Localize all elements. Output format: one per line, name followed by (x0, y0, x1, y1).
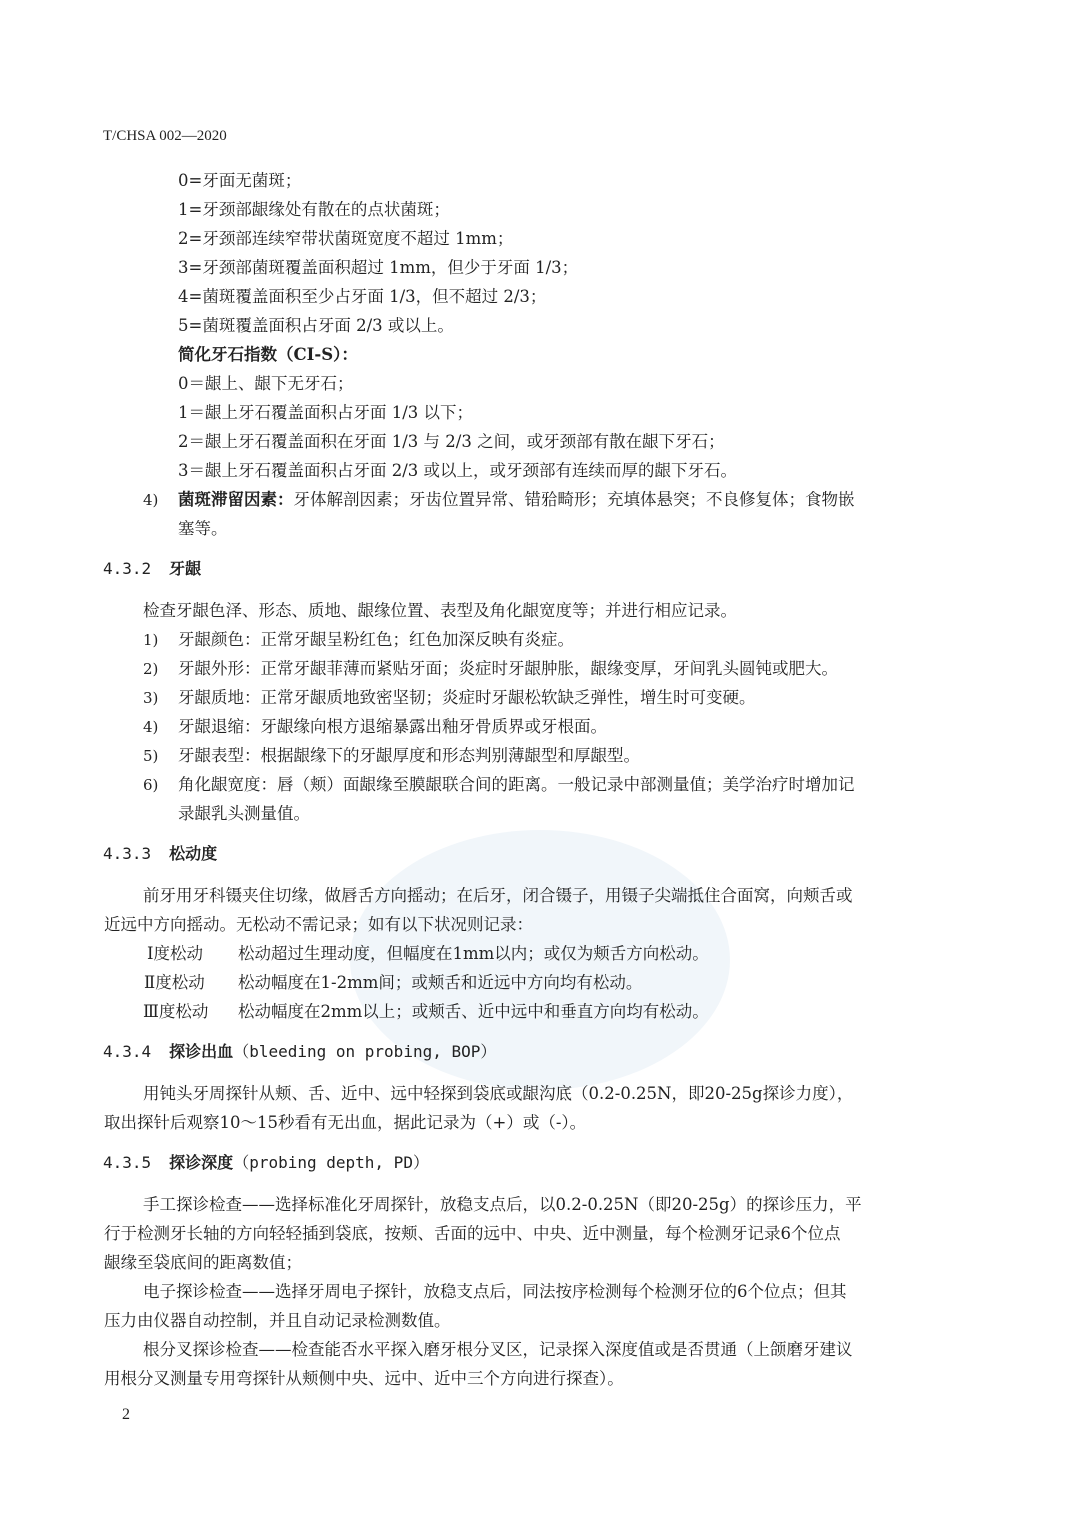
manual-probing-line: 龈缘至袋底间的距离数值； (104, 1253, 302, 1272)
plaque-score-2: 2=牙颈部连续窄带状菌斑宽度不超过 1mm； (178, 229, 514, 248)
section-number: 4.3.2 (103, 559, 152, 578)
mobility-grade-2-label: Ⅱ度松动 (144, 973, 205, 992)
gingiva-item-number: 5) (143, 747, 159, 765)
gingiva-item-texture: 牙龈质地：正常牙龈质地致密坚韧；炎症时牙龈松软缺乏弹性，增生时可变硬。 (178, 688, 756, 707)
gingiva-item-number: 3) (143, 689, 159, 707)
retention-text: 牙体解剖因素；牙齿位置异常、错𬌗畸形；充填体悬突；不良修复体；食物嵌 (293, 490, 855, 509)
mobility-grade-3-text: 松动幅度在2mm以上；或颊舌、近中远中和垂直方向均有松动。 (238, 1002, 709, 1021)
gingiva-item-recession: 牙龈退缩：牙龈缘向根方退缩暴露出釉牙骨质界或牙根面。 (178, 717, 607, 736)
mobility-grade-2-text: 松动幅度在1-2mm间；或颊舌和近远中方向均有松动。 (238, 973, 643, 992)
section-heading-4-3-5 (103, 1152, 429, 1174)
gingiva-item-keratinized-width-cont: 录龈乳头测量值。 (178, 804, 310, 823)
furcation-probing-line: 根分叉探诊检查——检查能否水平探入磨牙根分叉区，记录探入深度值或是否贯通（上颌磨牙建议 (143, 1340, 853, 1359)
calculus-score-3: 3＝龈上牙石覆盖面积占牙面 2/3 或以上，或牙颈部有连续而厚的龈下牙石。 (178, 461, 738, 480)
section-number: 4.3.5 (103, 1153, 152, 1172)
plaque-score-4: 4=菌斑覆盖面积至少占牙面 1/3，但不超过 2/3； (178, 287, 547, 306)
electronic-probing-line: 电子探诊检查——选择牙周电子探针，放稳支点后，同法按序检测每个检测牙位的6个位点；但其 (143, 1282, 847, 1301)
manual-probing-line: 行于检测牙长轴的方向轻轻插到袋底，按颊、舌面的远中、中央、近中测量，每个检测牙记录6个位点 (104, 1224, 841, 1243)
section-title: 松动度 (169, 844, 218, 863)
mobility-grade-3-label: Ⅲ度松动 (143, 1002, 209, 1021)
bop-paragraph-line: 取出探针后观察10～15秒看有无出血，据此记录为（+）或（-）。 (104, 1113, 587, 1132)
document-code: T/CHSA 002—2020 (103, 128, 227, 144)
mobility-grade-1-label: Ⅰ度松动 (147, 944, 204, 963)
mobility-grade-1-text: 松动超过生理动度，但幅度在1mm以内；或仅为颊舌方向松动。 (238, 944, 709, 963)
section-title: 探诊深度 (169, 1153, 234, 1172)
section-number: 4.3.4 (103, 1042, 152, 1061)
furcation-probing-line: 用根分叉测量专用弯探针从颊侧中央、远中、近中三个方向进行探查）。 (104, 1369, 624, 1388)
calculus-score-2: 2＝龈上牙石覆盖面积在牙面 1/3 与 2/3 之间，或牙颈部有散在龈下牙石； (178, 432, 725, 451)
calculus-score-1: 1＝龈上牙石覆盖面积占牙面 1/3 以下； (178, 403, 474, 422)
retention-text-cont: 塞等。 (178, 519, 228, 538)
plaque-score-0: 0=牙面无菌斑； (178, 171, 302, 190)
bop-paragraph-line: 用钝头牙周探针从颊、舌、近中、远中轻探到袋底或龈沟底（0.2-0.25N，即20-25g探诊力度）， (143, 1084, 854, 1103)
gingiva-item-keratinized-width: 角化龈宽度：唇（颊）面龈缘至膜龈联合间的距离。一般记录中部测量值；美学治疗时增加记 (178, 775, 855, 794)
section-heading-4-3-3 (103, 843, 217, 865)
plaque-score-5: 5=菌斑覆盖面积占牙面 2/3 或以上。 (178, 316, 454, 335)
section-heading-4-3-2 (103, 558, 201, 580)
plaque-score-3: 3=牙颈部菌斑覆盖面积超过 1mm，但少于牙面 1/3； (178, 258, 579, 277)
gingiva-item-number: 4) (143, 718, 159, 736)
calculus-score-0: 0＝龈上、龈下无牙石； (178, 374, 354, 393)
plaque-score-1: 1=牙颈部龈缘处有散在的点状菌斑； (178, 200, 450, 219)
gingiva-item-phenotype: 牙龈表型：根据龈缘下的牙龈厚度和形态判别薄龈型和厚龈型。 (178, 746, 640, 765)
section-number: 4.3.3 (103, 844, 152, 863)
calculus-index-title: 简化牙石指数（CI-S）： (178, 345, 358, 364)
retention-item (178, 489, 855, 511)
mobility-paragraph-line: 前牙用牙科镊夹住切缘，做唇舌方向摇动；在后牙，闭合镊子，用镊子尖端抵住合面窝，向颊舌或 (143, 886, 853, 905)
page-number: 2 (122, 1406, 130, 1423)
electronic-probing-line: 压力由仪器自动控制，并且自动记录检测数值。 (104, 1311, 451, 1330)
gingiva-item-contour: 牙龈外形：正常牙龈菲薄而紧贴牙面；炎症时牙龈肿胀，龈缘变厚，牙间乳头圆钝或肥大。 (178, 659, 838, 678)
section-title-english: （bleeding on probing, BOP） (233, 1042, 497, 1061)
gingiva-intro: 检查牙龈色泽、形态、质地、龈缘位置、表型及角化龈宽度等；并进行相应记录。 (143, 601, 737, 620)
section-title: 牙龈 (169, 559, 202, 578)
retention-label: 菌斑滞留因素： (178, 490, 294, 509)
gingiva-item-number: 2) (143, 660, 159, 678)
mobility-paragraph-line: 近远中方向摇动。无松动不需记录；如有以下状况则记录： (104, 915, 533, 934)
retention-number: 4) (143, 491, 159, 509)
section-title-english: （probing depth, PD） (233, 1153, 429, 1172)
gingiva-item-number: 6) (143, 776, 159, 794)
gingiva-item-number: 1) (143, 631, 159, 649)
gingiva-item-color: 牙龈颜色：正常牙龈呈粉红色；红色加深反映有炎症。 (178, 630, 574, 649)
section-title: 探诊出血 (169, 1042, 234, 1061)
manual-probing-line: 手工探诊检查——选择标准化牙周探针，放稳支点后，以0.2-0.25N（即20-25g）的探诊压力，平 (143, 1195, 862, 1214)
section-heading-4-3-4 (103, 1041, 496, 1063)
